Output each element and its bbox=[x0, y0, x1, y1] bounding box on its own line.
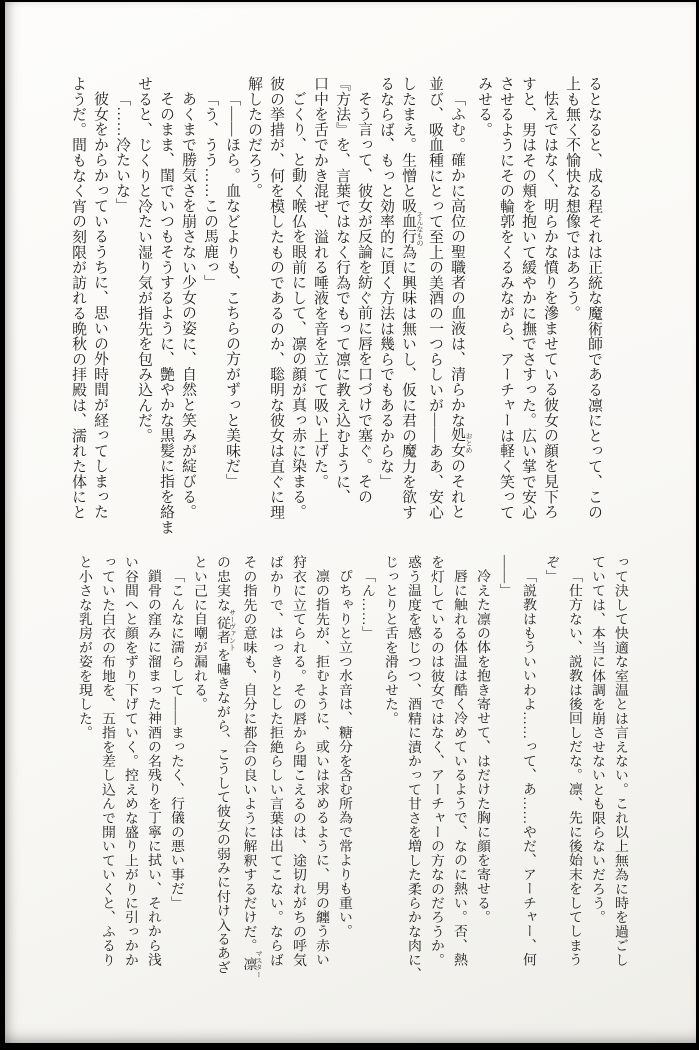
text-column: るならば、もっと効率的に頂く方法は幾らでもあるからな」 bbox=[378, 76, 394, 490]
text-column: と小さな乳房が姿を現した。 bbox=[76, 555, 91, 740]
text-column: 「ん……」 bbox=[359, 568, 374, 640]
text-column: 上も無く不愉快な想像ではあろう。 bbox=[564, 76, 580, 321]
text-column: い谷間へと顔をずり下げていく。控えめな盛り上がりに引っかか bbox=[122, 555, 137, 967]
text-column: みせる。 bbox=[476, 76, 492, 138]
text-column: を灯しているのは彼女ではなく、アーチャーの方なのだろうか。 bbox=[428, 555, 443, 967]
text-column: 狩衣に立てられる。その唇から聞こえるのは、途切れがちの呼気 bbox=[290, 555, 305, 967]
text-column: ばかりで、はっきりとした拒絶らしい言葉は出てこない。ならば bbox=[267, 555, 282, 967]
text-column: 「ふむ。確かに高位の聖職者の血液は、清らかな処女 おとめのそれと bbox=[449, 90, 473, 520]
text-column: じっとりと舌を滑らせた。 bbox=[382, 555, 397, 726]
text-column: 彼女をからかっているうちに、思いの外時間が経ってしまった bbox=[92, 90, 108, 520]
text-column: とい己に自嘲が漏れる。 bbox=[191, 555, 206, 712]
text-column: その指先の意味も、自分に都合の良いように解釈するだけだ。凛 マスター bbox=[240, 555, 263, 978]
text-column: の忠実な従者 サーヴァントを嘯きながら、こうして彼女の弱みに付け入るあざ bbox=[214, 555, 237, 975]
text-column: ぞ」 bbox=[543, 555, 558, 584]
text-column: 「――ほら。血などよりも、こちらの方がずっと美味だ」 bbox=[224, 90, 240, 489]
text-column: っていた白衣の布地を、五指を差し込んで開いていくと、ふるり bbox=[99, 555, 114, 967]
text-column: 並び、吸血種にとって至上の美酒の一つらしいが――ああ、安心 bbox=[427, 76, 443, 520]
text-column: すと、男はその頬を抱いて緩やかに撫でさすった。広い掌で安心 bbox=[520, 76, 536, 520]
text-column: そう言って、彼女が反論を紡ぐ前に唇を口づけで塞ぐ。その bbox=[356, 90, 372, 504]
text-column: ――」 bbox=[497, 555, 512, 598]
text-column: 鎖骨の窪みに溜まった神酒の名残りを丁寧に拭い、それから浅 bbox=[145, 568, 160, 967]
text-block-top bbox=[70, 76, 605, 538]
text-column: 「う、うう……この馬鹿っ」 bbox=[202, 90, 218, 290]
text-column: 「……冷たいな」 bbox=[114, 90, 130, 214]
text-column: 「こんなに濡らして――まったく、行儀の悪い事だ」 bbox=[168, 568, 183, 910]
text-column: 冷えた凛の体を抱き寄せて、はだけた胸に顔を寄せる。 bbox=[474, 568, 489, 924]
text-block-bottom bbox=[77, 555, 631, 985]
page bbox=[5, 2, 696, 1043]
text-column: 唇に触れる体温は酷く冷めているようで、なのに熱い。否、熱 bbox=[451, 568, 466, 967]
text-column: 解したのだろう。 bbox=[246, 76, 262, 199]
text-column: 「仕方ない、説教は後回しだな。凛、先に後始末をしてしまう bbox=[566, 568, 581, 967]
text-column: 口中を舌でかき混ぜ、溢れる唾液を音を立てて吸い上げた。 bbox=[312, 76, 328, 490]
text-column: 「説教はもういいわよ……って、あ……やだ、アーチャー、何 bbox=[520, 568, 535, 967]
text-column: そのまま、閨でいつもそうするように、艶やかな黒髪に指を絡ま bbox=[158, 90, 174, 535]
text-column: あくまで勝気さを崩さない少女の姿に、自然と笑みが綻びる。 bbox=[180, 90, 196, 520]
text-column: ようだ。間もなく宵の刻限が訪れる晩秋の拝殿は、濡れた体にと bbox=[70, 76, 86, 520]
text-column: ていては、本当に体調を崩させないとも限らないだろう。 bbox=[589, 555, 604, 925]
text-column: させるようにその輪郭をくるみながら、アーチャーは軽く笑って bbox=[498, 76, 514, 520]
text-column: 怯えではなく、明らかな憤りを滲ませている彼女の顔を見下ろ bbox=[542, 90, 558, 520]
text-column: 惑う温度を感じつつ、酒精に漬かって甘さを増した柔らかな肉に、 bbox=[405, 555, 420, 981]
text-column: したまえ。生憎と吸血行為 そんなものに興味は無いし、仮に君の魔力を欲す bbox=[400, 76, 424, 520]
text-column: 『方法』を、言葉ではなく行為でもって凛に教え込むように、 bbox=[334, 76, 350, 505]
text-column: ごくり、と動く喉仏を眼前にして、凛の顔が真っ赤に染まる。 bbox=[290, 90, 306, 520]
text-column: って決して快適な室温とは言えない。これ以上無為に時を過ごし bbox=[612, 555, 627, 967]
text-column: ぴちゃりと立つ水音は、糖分を含む所為で常よりも重い。 bbox=[336, 568, 351, 939]
text-column: 彼の挙措が、何を模したものであるのか、聡明な彼女は直ぐに理 bbox=[268, 76, 284, 520]
text-column: 凛の指先が、拒むように、或いは求めるように、男の纏う赤い bbox=[313, 568, 328, 967]
text-column: せると、じくりと冷たい湿り気が指先を包み込んだ。 bbox=[136, 76, 152, 444]
text-column: るとなると、成る程それは正統な魔術師である凛にとって、この bbox=[586, 76, 602, 520]
